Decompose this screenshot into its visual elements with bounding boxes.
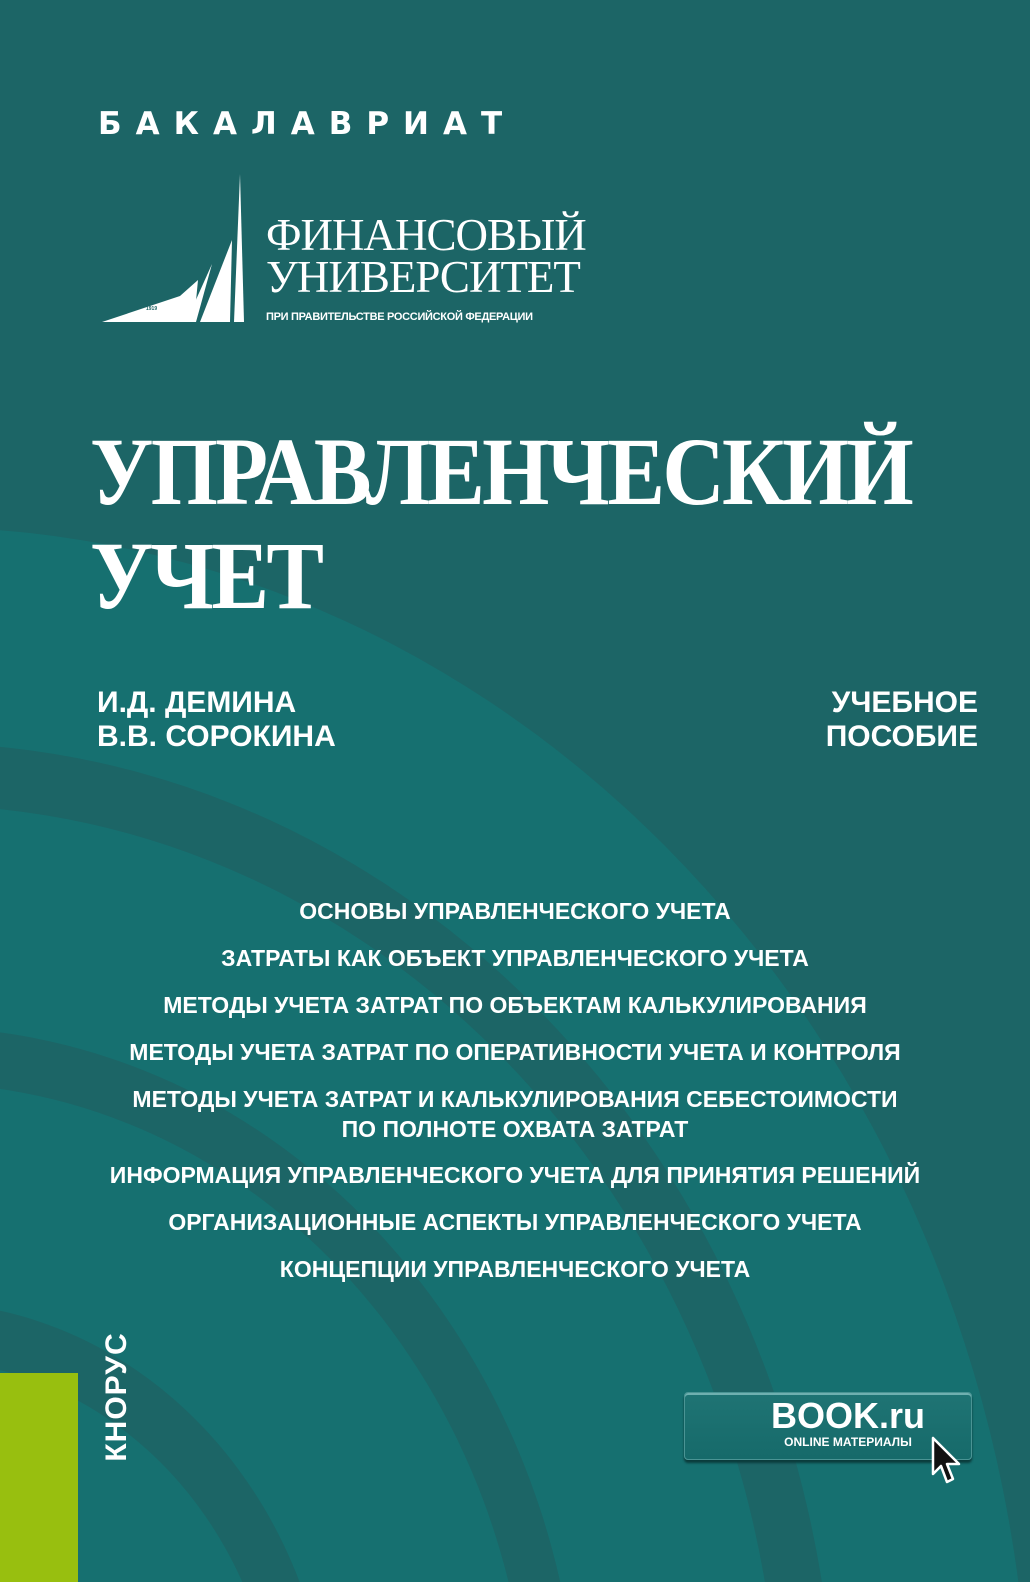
contents-item: МЕТОДЫ УЧЕТА ЗАТРАТ ПО ОБЪЕКТАМ КАЛЬКУЛИРОВАНИЯ	[163, 992, 867, 1018]
contents-item: МЕТОДЫ УЧЕТА ЗАТРАТ ПО ОПЕРАТИВНОСТИ УЧЕТА И КОНТРОЛЯ	[129, 1039, 901, 1065]
book-title	[90, 420, 911, 628]
publisher-name: КНОРУС	[100, 1332, 133, 1462]
cursor-arrow-icon	[930, 1436, 964, 1488]
contents-item: ОРГАНИЗАЦИОННЫЕ АСПЕКТЫ УПРАВЛЕНЧЕСКОГО УЧЕТА	[168, 1209, 862, 1235]
series-label: БАКАЛАВРИАТ	[98, 106, 517, 142]
sail-logo-icon	[100, 170, 260, 330]
contents-item: ОСНОВЫ УПРАВЛЕНЧЕСКОГО УЧЕТА	[299, 898, 731, 924]
contents-item: ИНФОРМАЦИЯ УПРАВЛЕНЧЕСКОГО УЧЕТА ДЛЯ ПРИНЯТИЯ РЕШЕНИЙ	[109, 1162, 921, 1188]
online-materials-label: ONLINE МАТЕРИАЛЫ	[784, 1435, 912, 1449]
contents-item-line: ПО ПОЛНОТЕ ОХВАТА ЗАТРАТ	[341, 1116, 689, 1142]
logo-name	[266, 210, 586, 302]
authors	[97, 686, 336, 754]
logo-subtitle: ПРИ ПРАВИТЕЛЬСТВЕ РОССИЙСКОЙ ФЕДЕРАЦИИ	[266, 311, 533, 323]
author: И.Д. ДЕМИНА	[97, 686, 297, 719]
logo-name-line1: ФИНАНСОВЫЙ	[266, 210, 586, 260]
logo-year: 1919	[146, 306, 158, 312]
doc-type-line1: УЧЕБНОЕ	[831, 686, 978, 719]
logo-name-line2: УНИВЕРСИТЕТ	[266, 252, 580, 302]
contents-list	[0, 896, 1030, 1301]
university-logo	[100, 170, 600, 330]
contents-item: КОНЦЕПЦИИ УПРАВЛЕНЧЕСКОГО УЧЕТА	[279, 1256, 751, 1282]
contents-item-line: МЕТОДЫ УЧЕТА ЗАТРАТ И КАЛЬКУЛИРОВАНИЯ СЕБЕСТОИМОСТИ	[132, 1086, 898, 1112]
contents-item	[0, 1084, 1030, 1144]
green-accent-strip	[0, 1373, 78, 1582]
document-type	[826, 686, 978, 754]
contents-item: ЗАТРАТЫ КАК ОБЪЕКТ УПРАВЛЕНЧЕСКОГО УЧЕТА	[221, 945, 809, 971]
title-line1: УПРАВЛЕНЧЕСКИЙ	[90, 418, 911, 525]
title-line2: УЧЕТ	[90, 522, 322, 629]
publisher-logo	[100, 1332, 134, 1462]
book-ru-label: BOOK.ru	[770, 1395, 925, 1436]
author: В.В. СОРОКИНА	[97, 720, 336, 753]
book-ru-online-materials-button[interactable]	[684, 1392, 972, 1460]
doc-type-line2: ПОСОБИЕ	[825, 720, 978, 753]
